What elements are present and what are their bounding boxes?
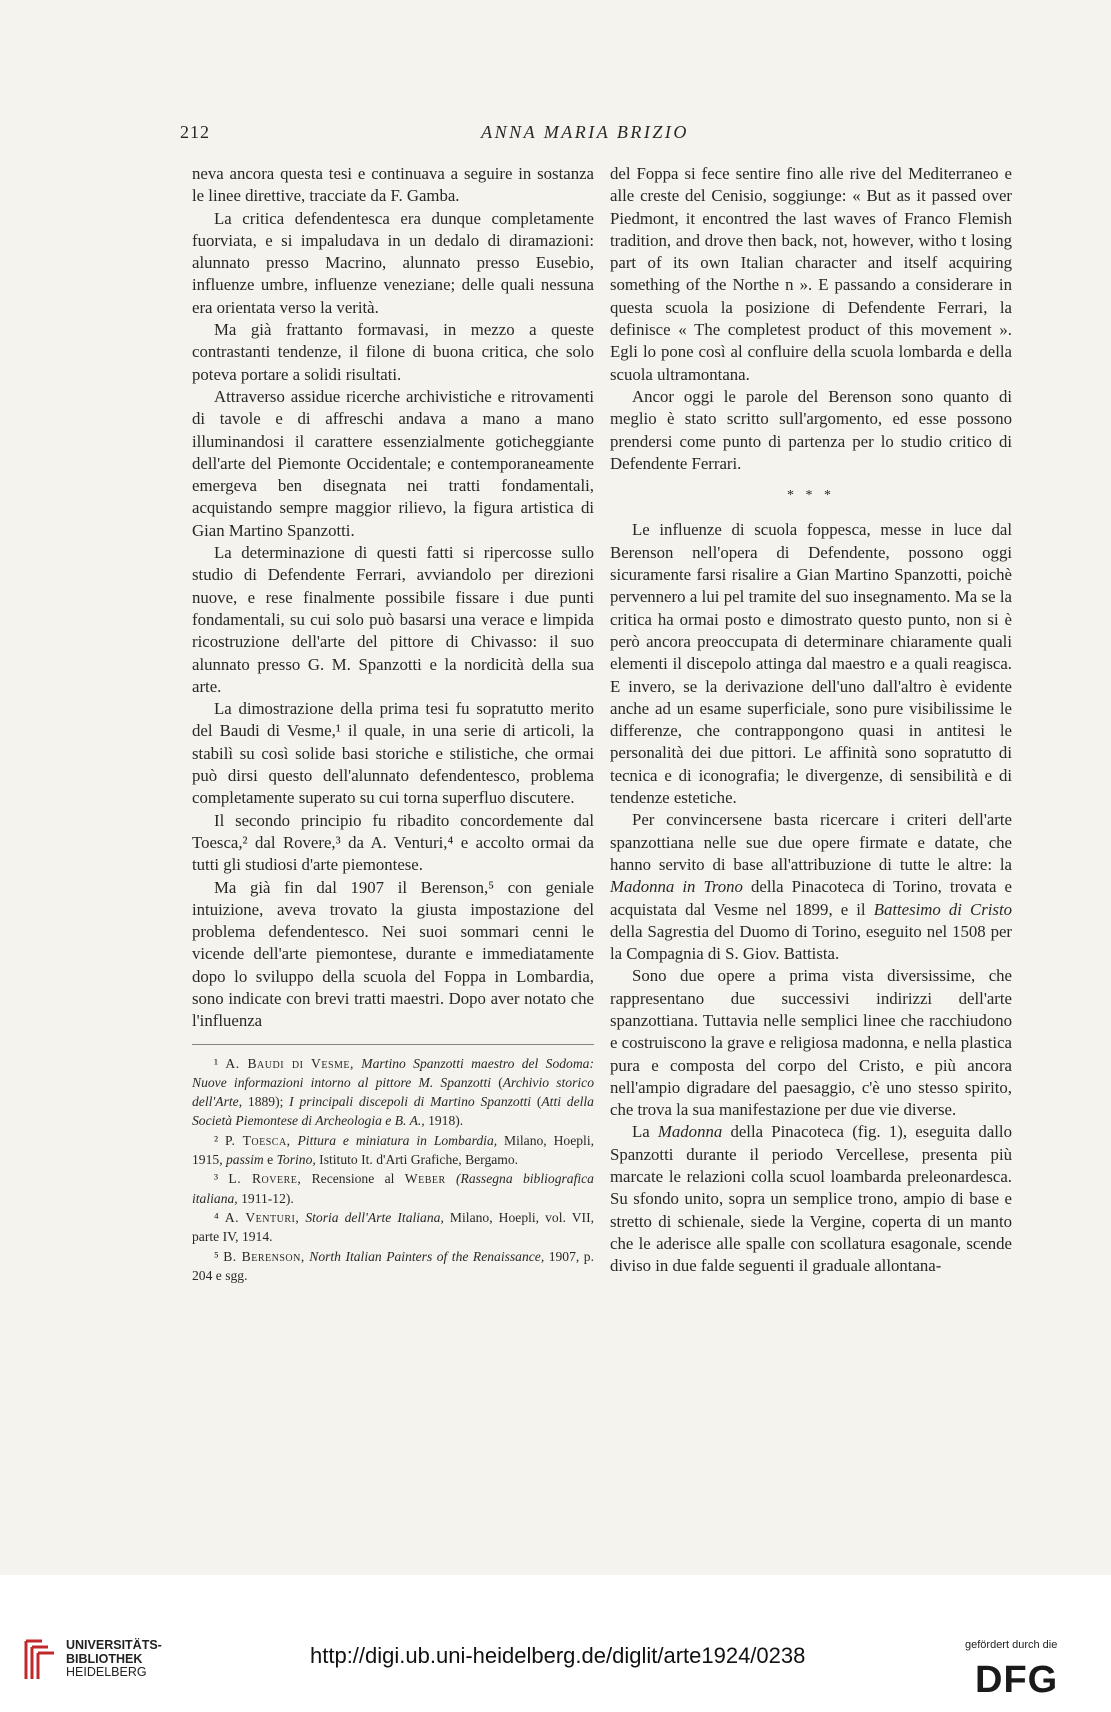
footnote-title: Torino, xyxy=(276,1152,316,1168)
paragraph-text: della Pinacoteca di Torino, trovata e acquistata dal Vesme nel 1899, e il xyxy=(610,877,1012,919)
digitization-footer xyxy=(0,1575,1111,1712)
page-header xyxy=(180,122,990,152)
paragraph xyxy=(610,1121,1012,1277)
footnote-mark: ² xyxy=(214,1132,219,1148)
footnote-author: A. Baudi di Vesme, xyxy=(225,1055,354,1071)
footnote-text: Milano, Hoepli, vol. VII, parte IV, 1914. xyxy=(192,1209,595,1245)
footnote-text: passim xyxy=(225,1152,264,1168)
paragraph: Ma già frattanto formavasi, in mezzo a queste contrastanti tendenze, il filone di buona critica, che solo poteva portare a solidi risultati. xyxy=(192,320,594,384)
footnote-text: 1918). xyxy=(424,1113,464,1129)
footnote-text: ( xyxy=(498,1074,503,1090)
footnote-rule xyxy=(192,1044,594,1045)
artwork-title: Madonna xyxy=(657,1122,723,1142)
footnote-title: Storia dell'Arte Italiana, xyxy=(305,1209,444,1225)
footnote-mark: ¹ xyxy=(214,1055,219,1071)
footnote-2 xyxy=(192,1131,594,1170)
paragraph-text: della Sagrestia del Duomo di Torino, eseguito nel 1508 per la Compagnia di S. Giov. Battista. xyxy=(610,921,1012,964)
funding-caption: gefördert durch die xyxy=(965,1639,1058,1651)
running-title: ANNA MARIA BRIZIO xyxy=(481,122,689,142)
footnote-author: P. Toesca, xyxy=(224,1132,291,1148)
footnote-text: Weber xyxy=(404,1171,446,1187)
paragraph: Ma già fin dal 1907 il Berenson,⁵ con geniale intuizione, aveva trovato la giusta impostazione del problema defendentesco. Nei suoi sommari cenni le vicende dell'arte piemontese, durante e immediatamente dopo lo sviluppo della scuola del Foppa in Lombardia, sono indicate con brevi tratti maestri. Dopo aver notato che l'influenza xyxy=(192,877,594,1031)
footnote-text: 1911-12). xyxy=(237,1190,294,1206)
paragraph: Le influenze di scuola foppesca, messe in luce dal Berenson nell'opera di Defendente, possono oggi sicuramente farsi risalire a Gian Martino Spanzotti, poichè pervennero a lui pel tramite del suo insegnamento. Ma se la critica ha ormai posto e dimostrato questo punto, non si è però ancora preoccupata di determinare chiaramente quali elementi il discepolo attinga dal maestro e a quali reagisca. E invero, se la derivazione dell'uno dall'altro è evidente anche ad un esame superficiale, sono pure visibilissime le differenze, che contrappongono quasi in antitesi le personalità dei due pittori. Le affinità sono sopratutto di tecnica e di iconografia; le divergenze, di sensibilità e di tendenze estetiche. xyxy=(610,520,1012,808)
paragraph: del Foppa si fece sentire fino alle rive del Mediterraneo e alle creste del Cenisio, soggiunge: « But as it passed over Piedmont, it encontred the last waves of Franco Flemish tradition, and drove then back, not, however, witho t losing part of its own Italian character and itself acquiring something of the Northe n ». E passando a considerare in questa scuola la posizione di Defendente Ferrari, la definisce « The completest product of this movement ». Egli lo pone così al confluire della scuola lombarda e della scuola ultramontana. xyxy=(610,164,1012,384)
footnote-title: Pittura e miniatura in Lombardia, xyxy=(297,1132,498,1148)
footnote-title: I principali discepoli di Martino Spanzotti xyxy=(289,1094,532,1110)
footnote-author: A. Venturi, xyxy=(224,1209,300,1225)
dfg-logo: DFG xyxy=(975,1659,1059,1701)
page-number: 212 xyxy=(180,122,210,142)
library-logo-icon xyxy=(20,1637,58,1683)
paragraph-text: La xyxy=(632,1122,658,1142)
footnote-text: Recensione al xyxy=(301,1171,405,1187)
footnote-author: L. Rovere, xyxy=(228,1171,302,1187)
footnote-mark: ³ xyxy=(214,1171,219,1187)
paragraph: Attraverso assidue ricerche archivistiche e ritrovamenti di tavole e di affreschi andava a mano a mano illuminandosi il carattere essenzialmente goticheggiante dell'arte del Piemonte Occidentale; e contemporaneamente emergeva ben disegnata nei tratti fondamentali, acquistando sempre maggior rilievo, la figura artistica di Gian Martino Spanzotti. xyxy=(192,386,594,540)
right-column xyxy=(610,163,1012,1278)
footnote-text: e xyxy=(263,1152,277,1168)
paragraph: La dimostrazione della prima tesi fu sopratutto merito del Baudi di Vesme,¹ il quale, in una serie di articoli, la stabilì su così solide basi storiche e stilistiche, che ormai può dirsi questo dell'alunnato defendentesco, problema completamente superato su cui torna superfluo discutere. xyxy=(192,699,594,808)
footnote-text: Istituto It. d'Arti Grafiche, Bergamo. xyxy=(315,1152,519,1168)
artwork-title: Battesimo di Cristo xyxy=(873,899,1013,919)
footnote-mark: ⁵ xyxy=(214,1248,219,1264)
footnote-title: North Italian Painters of the Renaissance, xyxy=(309,1248,545,1264)
footnote-4 xyxy=(192,1208,594,1247)
footnote-text: 1889); xyxy=(242,1094,290,1110)
footnote-text: 1907, p. 204 e sgg. xyxy=(192,1248,594,1283)
footnote-title: Martino Spanzotti maestro del Sodoma: Nuove informazioni intorno al pittore M. Spanzotti xyxy=(192,1055,594,1090)
library-name-line: HEIDELBERG xyxy=(66,1665,147,1679)
footnote-3 xyxy=(192,1169,594,1208)
artwork-title: Madonna in Trono xyxy=(610,877,743,897)
footnote-author: B. Berenson, xyxy=(223,1248,305,1264)
paragraph: neva ancora questa tesi e continuava a seguire in sostanza le linee direttive, tracciate da F. Gamba. xyxy=(192,164,594,206)
footnote-journal: Archivio storico dell'Arte, xyxy=(192,1074,594,1110)
paragraph: La determinazione di questi fatti si ripercosse sullo studio di Defendente Ferrari, avviandolo per direzioni nuove, e rese finalmente possibile fissare i due punti fondamentali, su cui solo può basarsi una verace e limpida ricostruzione dell'arte del pittore di Chivasso: il suo alunnato presso G. M. Spanzotti e la nordicità della sua arte. xyxy=(192,543,594,696)
footnote-text: Milano, Hoepli, 1915, xyxy=(192,1132,594,1168)
paragraph: Ancor oggi le parole del Berenson sono quanto di meglio è stato scritto sull'argomento, ed esse possono prendersi come punto di partenza per lo studio critico di Defendente Ferrari. xyxy=(610,386,1012,473)
paragraph-text: Per convincersene basta ricercare i criteri dell'arte spanzottiana nelle sue due opere firmate e datate, che hanno servito di base all'attribuzione di tutte le altre: la xyxy=(610,810,1012,874)
footnote-1 xyxy=(192,1054,594,1131)
library-name xyxy=(66,1639,162,1680)
footnote-mark: ⁴ xyxy=(214,1209,219,1225)
footnote-journal: (Rassegna bibliografica italiana, xyxy=(192,1171,594,1206)
library-name-line: UNIVERSITÄTS- xyxy=(66,1638,162,1652)
paragraph: Sono due opere a prima vista diversissime, che rappresentano due successivi indirizzi dell'arte spanzottiana. Tuttavia nelle semplici linee che racchiudono e costruiscono la grave e religiosa madonna, e nella plastica pura e composta del corpo del Cristo, e più ancora nell'ampio digradare del paesaggio, c'è uno stesso spirito, che trova la sua manifestazione per due vie diverse. xyxy=(610,966,1012,1120)
source-url-link[interactable]: http://digi.ub.uni-heidelberg.de/diglit/arte1924/0238 xyxy=(310,1643,806,1668)
paragraph-text: della Pinacoteca (fig. 1), eseguita dallo Spanzotti durante il periodo Vercellese, presenta più marcate le relazioni colla scuol loambarda preleonardesca. Su sfondo unito, sopra un semplice trono, ampio di base e stretto di schienale, siede la Vergine, coperta di un manto che le aderisce alle spalle con scollatura esagonale, scende diviso in due falde seguenti il graduale allontana- xyxy=(610,1122,1012,1276)
left-column xyxy=(192,163,594,1285)
library-name-line: BIBLIOTHEK xyxy=(66,1651,143,1666)
footnote-text: ( xyxy=(531,1094,542,1110)
section-separator: * * * xyxy=(787,488,835,504)
paragraph: Il secondo principio fu ribadito concordemente dal Toesca,² dal Rovere,³ da A. Venturi,⁴ e accolto ormai da tutti gli studiosi d'arte piemontese. xyxy=(192,810,594,875)
paragraph xyxy=(610,809,1012,965)
footnote-journal: Atti della Società Piemontese di Archeologia e B. A., xyxy=(192,1094,594,1129)
paragraph: La critica defendentesca era dunque completamente fuorviata, e si impaludava in un dedalo di diramazioni: alunnato presso Macrino, alunnato presso Eusebio, influenze umbre, influenze veneziane; delle quali nessuna era orientata verso la verità. xyxy=(192,208,594,317)
footnote-5 xyxy=(192,1247,594,1286)
